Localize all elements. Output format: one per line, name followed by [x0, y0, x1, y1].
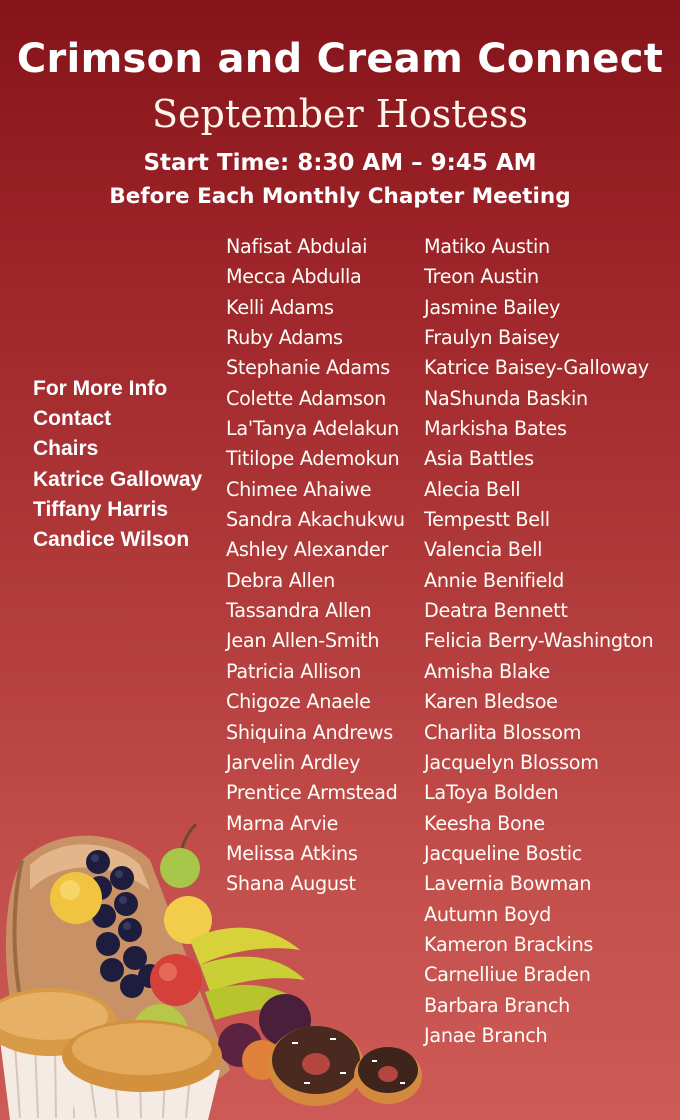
- hostess-name: Ruby Adams: [226, 326, 343, 350]
- hostess-name: NaShunda Baskin: [424, 386, 588, 410]
- hostess-name: Melissa Atkins: [226, 841, 358, 865]
- start-time: Start Time: 8:30 AM – 9:45 AM: [143, 150, 537, 176]
- hostess-name: Ashley Alexander: [226, 538, 389, 562]
- hostess-name: Jacquelyn Blossom: [424, 750, 599, 774]
- hostess-name: Jasmine Bailey: [424, 295, 561, 319]
- hostess-name: Shana August: [226, 872, 356, 896]
- hostess-name: Carnelliue Braden: [424, 963, 591, 987]
- hostess-name: Chimee Ahaiwe: [226, 477, 372, 501]
- hostess-name: Charlita Blossom: [424, 720, 582, 744]
- hostess-name: Barbara Branch: [424, 993, 570, 1017]
- page-subtitle: September Hostess: [152, 92, 528, 136]
- hostess-name: Jean Allen-Smith: [226, 629, 380, 653]
- hostess-name: Colette Adamson: [226, 386, 387, 410]
- hostess-name: Kelli Adams: [226, 295, 334, 319]
- hostess-name: Shiquina Andrews: [226, 720, 393, 744]
- hostess-name: Fraulyn Baisey: [424, 326, 560, 350]
- meeting-note: Before Each Monthly Chapter Meeting: [109, 184, 571, 209]
- hostess-name: Prentice Armstead: [226, 781, 398, 805]
- hostess-name: Debra Allen: [226, 568, 335, 592]
- hostess-name: Markisha Bates: [424, 417, 567, 441]
- contact-line: For More Info: [33, 377, 168, 400]
- hostess-name: Nafisat Abdulai: [226, 235, 368, 258]
- hostess-name: Jarvelin Ardley: [226, 750, 361, 774]
- hostess-name: LaToya Bolden: [424, 781, 559, 805]
- contact-line: Tiffany Harris: [33, 497, 168, 521]
- hostess-name: Lavernia Bowman: [424, 872, 592, 896]
- hostess-name: Amisha Blake: [424, 659, 551, 683]
- hostess-list-column-1: [226, 232, 405, 900]
- hostess-list-column-2: [424, 232, 653, 1051]
- hostess-name: Katrice Baisey-Galloway: [424, 356, 649, 380]
- hostess-name: Karen Bledsoe: [424, 690, 558, 714]
- hostess-name: Matiko Austin: [424, 235, 550, 258]
- contact-line: Contact: [33, 407, 112, 431]
- hostess-name: Titilope Ademokun: [226, 447, 400, 471]
- hostess-name: Annie Benifield: [424, 568, 565, 592]
- hostess-name: Keesha Bone: [424, 811, 545, 835]
- contact-info: [33, 374, 202, 555]
- hostess-name: La'Tanya Adelakun: [226, 417, 400, 441]
- food-illustration: [0, 820, 430, 1120]
- contact-line: Katrice Galloway: [33, 467, 203, 491]
- hostess-name: Treon Austin: [424, 265, 539, 289]
- hostess-name: Tassandra Allen: [226, 599, 372, 623]
- page-title: Crimson and Cream Connect: [16, 36, 664, 82]
- hostess-name: Asia Battles: [424, 447, 534, 471]
- contact-line: Chairs: [33, 437, 99, 461]
- hostess-name: Mecca Abdulla: [226, 265, 362, 289]
- hostess-name: Felicia Berry-Washington: [424, 629, 654, 653]
- hostess-name: Valencia Bell: [424, 538, 543, 562]
- hostess-name: Sandra Akachukwu: [226, 508, 405, 532]
- hostess-name: Kameron Brackins: [424, 932, 594, 956]
- hostess-name: Deatra Bennett: [424, 599, 568, 623]
- hostess-name: Marna Arvie: [226, 811, 339, 835]
- hostess-name: Tempestt Bell: [424, 508, 550, 532]
- hostess-name: Patricia Allison: [226, 659, 362, 683]
- hostess-name: Janae Branch: [424, 1023, 548, 1047]
- hostess-name: Alecia Bell: [424, 477, 521, 501]
- contact-line: Candice Wilson: [33, 528, 190, 552]
- hostess-name: Jacqueline Bostic: [424, 841, 583, 865]
- hostess-name: Autumn Boyd: [424, 902, 552, 926]
- hostess-name: Stephanie Adams: [226, 356, 390, 380]
- hostess-name: Chigoze Anaele: [226, 690, 371, 714]
